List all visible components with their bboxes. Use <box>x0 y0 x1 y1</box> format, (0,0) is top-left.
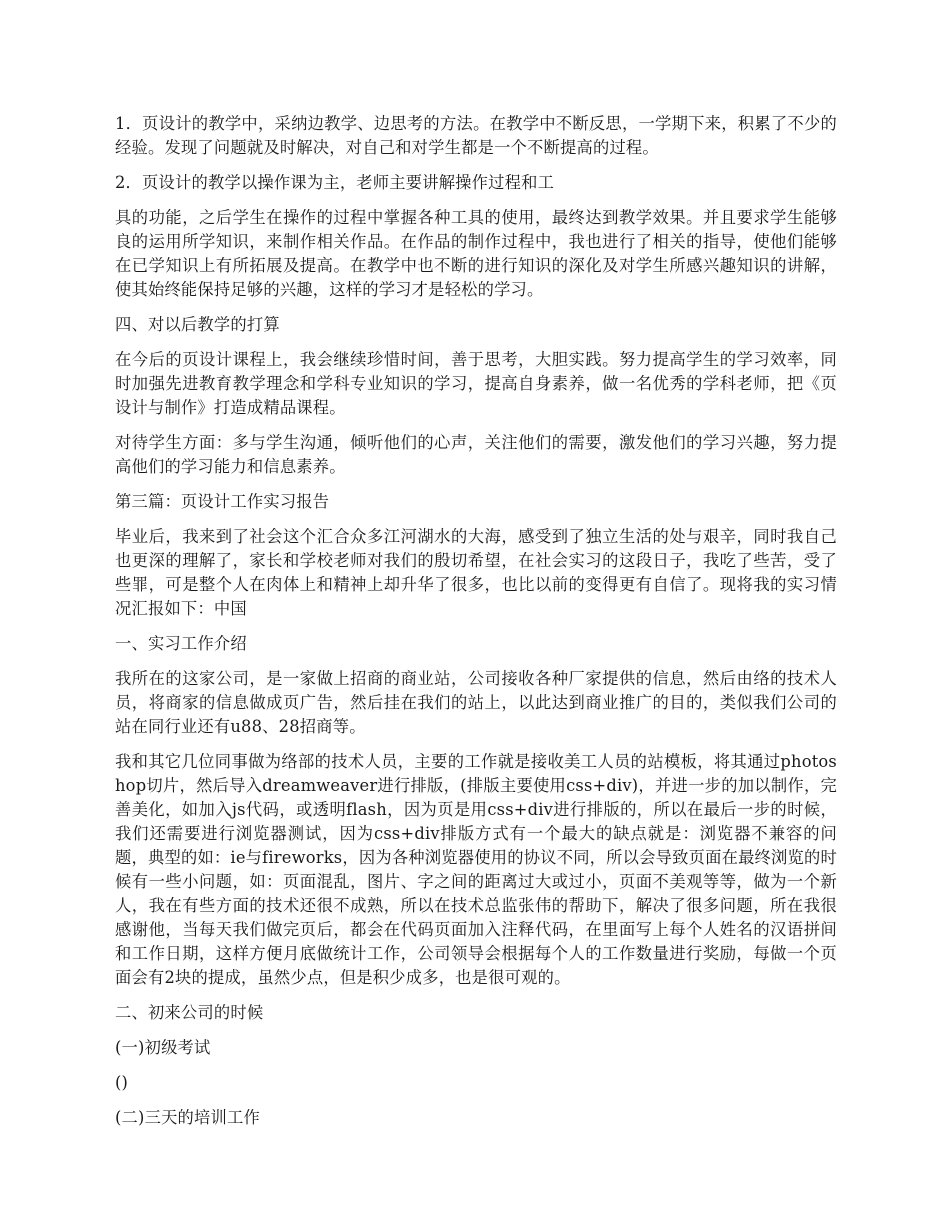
section-heading: 第三篇：页设计工作实习报告 <box>115 492 330 511</box>
document-body <box>115 112 837 1141</box>
paragraph-item: 具的功能，之后学生在操作的过程中掌握各种工具的使用，最终达到教学效果。并且要求学生能够良的运用所学知识，来制作相关作品。在作品的制作过程中，我也进行了相关的指导，使他们能够在已学知识上有所拓展及提高。在教学中也不断的进行知识的深化及对学生所感兴趣知识的讲解，使其始终能保持足够的兴趣，这样的学习才是轻松的学习。 <box>115 208 837 299</box>
paragraph-item: 我和其它几位同事做为络部的技术人员，主要的工作就是接收美工人员的站模板，将其通过photoshop切片，然后导入dreamweaver进行排版，(排版主要使用css+div)，并进一步的加以制作，完善美化，如加入js代码，或透明flash，因为页是用css+div进行排版的，所以在最后一步的时候，我们还需要进行浏览器测试，因为css+div排版方式有一个最大的缺点就是：浏览器不兼容的问题，典型的如：ie与fireworks，因为各种浏览器使用的协议不同，所以会导致页面在最终浏览的时候有一些小问题，如：页面混乱，图片、字之间的距离过大或过小，页面不美观等等，做为一个新人，我在有些方面的技术还很不成熟，所以在技术总监张伟的帮助下，解决了很多问题，所在我很感谢他，当每天我们做完页后，都会在代码页面加入注释代码，在里面写上每个人姓名的汉语拼间和工作日期，这样方便月底做统计工作，公司领导会根据每个人的工作数量进行奖励，每做一个页面会有2块的提成，虽然少点，但是积少成多，也是很可观的。 <box>115 752 837 987</box>
section-heading: 四、对以后教学的打算 <box>115 315 280 334</box>
paragraph-item: 2．页设计的教学以操作课为主，老师主要讲解操作过程和工 <box>115 173 555 192</box>
paragraph-item: 毕业后，我来到了社会这个汇合众多江河湖水的大海，感受到了独立生活的处与艰辛，同时我自己也更深的理解了，家长和学校老师对我们的殷切希望，在社会实习的这段日子，我吃了些苦，受了些罪，可是整个人在肉体上和精神上却升华了很多，也比以前的变得更有自信了。现将我的实习情况汇报如下：中国 <box>115 527 837 618</box>
paragraph-item: 在今后的页设计课程上，我会继续珍惜时间，善于思考，大胆实践。努力提高学生的学习效率，同时加强先进教育教学理念和学科专业知识的学习，提高自身素养，做一名优秀的学科老师，把《页设计与制作》打造成精品课程。 <box>115 350 837 417</box>
paragraph-item: 对待学生方面：多与学生沟通，倾听他们的心声，关注他们的需要，激发他们的学习兴趣，努力提高他们的学习能力和信息素养。 <box>115 433 837 476</box>
section-heading: 一、实习工作介绍 <box>115 634 247 653</box>
paragraph-item: 我所在的这家公司，是一家做上招商的商业站，公司接收各种厂家提供的信息，然后由络的技术人员，将商家的信息做成页广告，然后挂在我们的站上，以此达到商业推广的目的，类似我们公司的站在同行业还有u88、28招商等。 <box>115 669 837 736</box>
subsection-heading: (二)三天的培训工作 <box>115 1108 260 1127</box>
paragraph-item: () <box>115 1073 129 1092</box>
paragraph-item: 1．页设计的教学中，采纳边教学、边思考的方法。在教学中不断反思，一学期下来，积累了不少的经验。发现了问题就及时解决，对自己和对学生都是一个不断提高的过程。 <box>115 114 837 157</box>
subsection-heading: (一)初级考试 <box>115 1038 211 1057</box>
section-heading: 二、初来公司的时候 <box>115 1003 264 1022</box>
